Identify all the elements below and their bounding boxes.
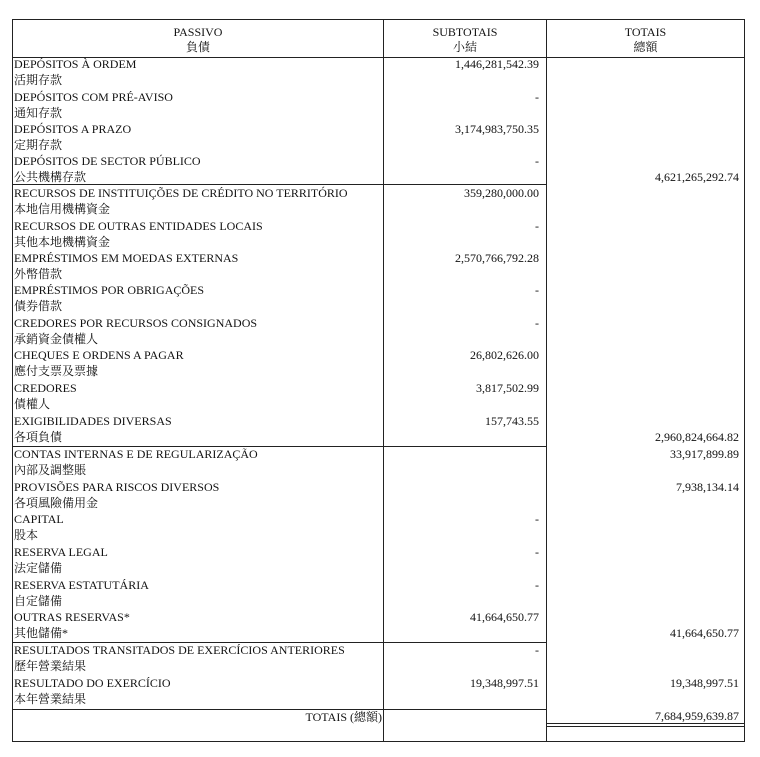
row-label-zh: 通知存款	[14, 106, 63, 120]
row-subtotal: 359,280,000.00	[464, 186, 539, 200]
row-total: 2,960,824,664.82	[655, 430, 739, 444]
row-total: 41,664,650.77	[670, 626, 739, 640]
row-label: DEPÓSITOS DE SECTOR PÚBLICO	[14, 154, 201, 168]
row-label-zh: 公共機構存款	[14, 170, 87, 184]
row-subtotal: -	[535, 219, 539, 233]
row-subtotal: -	[535, 154, 539, 168]
row-subtotal: 2,570,766,792.28	[455, 251, 539, 265]
row-label: DEPÓSITOS A PRAZO	[14, 122, 132, 136]
row-label-zh: 活期存款	[14, 73, 63, 87]
header-passivo-label: PASSIVO	[173, 25, 223, 39]
row-label: CONTAS INTERNAS E DE REGULARIZAÇÃO	[14, 447, 258, 461]
row-label: DEPÓSITOS À ORDEM	[14, 57, 137, 71]
row-label-zh: 外幣借款	[14, 267, 63, 281]
row-label: EMPRÉSTIMOS POR OBRIGAÇÕES	[14, 283, 205, 297]
row-label: OUTRAS RESERVAS*	[14, 610, 130, 624]
row-subtotal: -	[535, 316, 539, 330]
row-label: RESULTADO DO EXERCÍCIO	[14, 676, 171, 690]
row-label: RESERVA LEGAL	[14, 545, 108, 559]
row-label: RESERVA ESTATUTÁRIA	[14, 578, 149, 592]
grand-total-double-underline	[546, 726, 745, 727]
header-totais	[547, 25, 744, 55]
row-label: RECURSOS DE OUTRAS ENTIDADES LOCAIS	[14, 219, 263, 233]
header-passivo	[13, 25, 383, 55]
row-label-zh: 內部及調整賬	[14, 463, 87, 477]
row-subtotal: -	[535, 643, 539, 657]
row-subtotal: 19,348,997.51	[470, 676, 539, 690]
row-subtotal: -	[535, 512, 539, 526]
group-divider	[12, 709, 547, 710]
header-subtotais	[384, 25, 546, 55]
totais-label: TOTAIS (總額)	[305, 710, 382, 724]
table-right-border	[744, 19, 745, 742]
table-left-border	[12, 19, 13, 742]
row-label: CAPITAL	[14, 512, 64, 526]
grand-total: 7,684,959,639.87	[655, 709, 739, 723]
header-passivo-label-zh: 負債	[185, 40, 210, 54]
header-totais-label-zh: 總額	[633, 40, 658, 54]
row-subtotal: 26,802,626.00	[470, 348, 539, 362]
row-label-zh: 定期存款	[14, 138, 63, 152]
row-subtotal: 3,817,502.99	[476, 381, 539, 395]
row-label: RECURSOS DE INSTITUIÇÕES DE CRÉDITO NO TERRITÓRIO	[14, 186, 348, 200]
row-label-zh: 承銷資金債權人	[14, 332, 99, 346]
row-label: CREDORES	[14, 381, 77, 395]
row-label-zh: 債權人	[14, 397, 51, 411]
row-label-zh: 其他儲備*	[14, 626, 69, 640]
row-label-zh: 本年營業結果	[14, 692, 87, 706]
subtotal-column-right-line	[546, 19, 547, 742]
row-label: DEPÓSITOS COM PRÉ-AVISO	[14, 90, 173, 104]
row-subtotal: 41,664,650.77	[470, 610, 539, 624]
row-label-zh: 應付支票及票據	[14, 364, 99, 378]
header-subtotais-label: SUBTOTAIS	[432, 25, 498, 39]
row-label: EMPRÉSTIMOS EM MOEDAS EXTERNAS	[14, 251, 239, 265]
row-total: 33,917,899.89	[670, 447, 739, 461]
row-total: 7,938,134.14	[676, 480, 739, 494]
row-label: CHEQUES E ORDENS A PAGAR	[14, 348, 184, 362]
row-label-zh: 歷年營業結果	[14, 659, 87, 673]
row-subtotal: -	[535, 578, 539, 592]
row-subtotal: 1,446,281,542.39	[455, 57, 539, 71]
row-subtotal: -	[535, 545, 539, 559]
row-label-zh: 債券借款	[14, 299, 63, 313]
subtotal-column-left-line	[383, 19, 384, 742]
row-label-zh: 股本	[14, 528, 39, 542]
row-label: CREDORES POR RECURSOS CONSIGNADOS	[14, 316, 258, 330]
row-label: EXIGIBILIDADES DIVERSAS	[14, 414, 172, 428]
row-subtotal: 157,743.55	[485, 414, 539, 428]
row-total: 19,348,997.51	[670, 676, 739, 690]
row-subtotal: 3,174,983,750.35	[455, 122, 539, 136]
table-top-border	[12, 19, 745, 20]
table-bottom-border	[12, 741, 745, 742]
row-label: RESULTADOS TRANSITADOS DE EXERCÍCIOS ANTERIORES	[14, 643, 345, 657]
row-label-zh: 各項風險備用金	[14, 496, 99, 510]
row-subtotal: -	[535, 283, 539, 297]
row-label-zh: 法定儲備	[14, 561, 63, 575]
header-subtotais-label-zh: 小結	[452, 40, 477, 54]
header-totais-label: TOTAIS	[624, 25, 667, 39]
row-label-zh: 其他本地機構資金	[14, 235, 111, 249]
row-subtotal: -	[535, 90, 539, 104]
row-label-zh: 自定儲備	[14, 594, 63, 608]
row-label-zh: 各項負債	[14, 430, 63, 444]
row-total: 4,621,265,292.74	[655, 170, 739, 184]
row-label-zh: 本地信用機構資金	[14, 202, 111, 216]
row-label: PROVISÕES PARA RISCOS DIVERSOS	[14, 480, 220, 494]
